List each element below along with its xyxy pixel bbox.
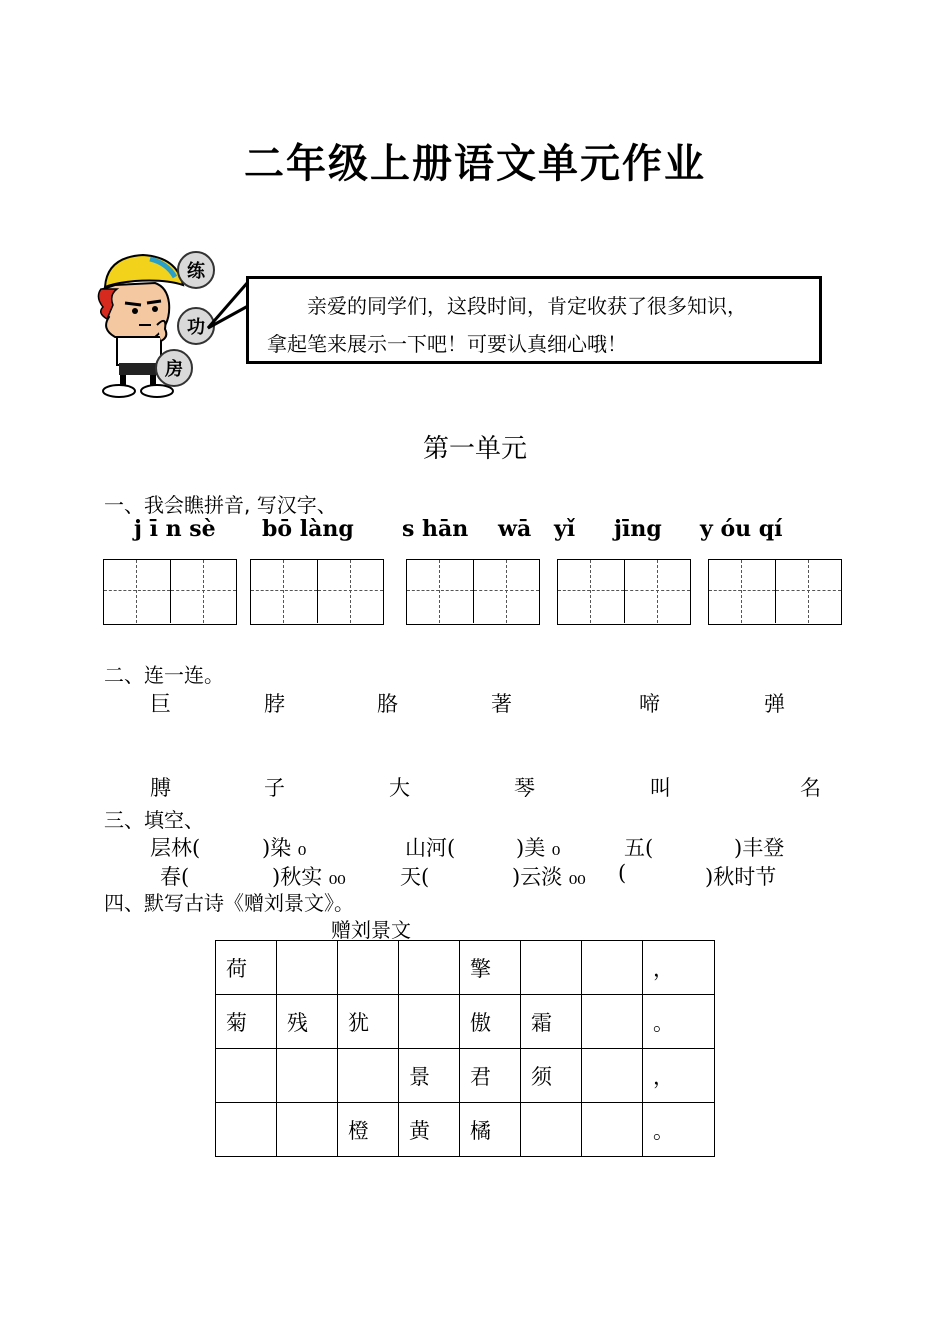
writing-grid-1[interactable]: [103, 559, 237, 625]
poem-cell[interactable]: 荷: [216, 941, 277, 995]
poem-cell[interactable]: [277, 1049, 338, 1103]
match-top-1[interactable]: 巨: [150, 692, 171, 716]
poem-cell[interactable]: [582, 1103, 643, 1157]
fill-2b: )美 ₀: [516, 836, 561, 860]
fill-2a: 山河(: [405, 836, 456, 860]
badge-fang: 房: [155, 349, 193, 387]
poem-cell: ，: [643, 1049, 715, 1103]
poem-cell[interactable]: [582, 941, 643, 995]
poem-cell[interactable]: [521, 1103, 582, 1157]
poem-cell[interactable]: [277, 941, 338, 995]
section2-heading: 二、连一连。: [104, 663, 224, 687]
poem-cell[interactable]: 霜: [521, 995, 582, 1049]
match-bottom-5[interactable]: 叫: [650, 776, 671, 800]
fill-1a: 层林(: [150, 836, 201, 860]
fill-5b: )云淡 ₀₀: [512, 865, 586, 889]
poem-title: 赠刘景文: [331, 918, 411, 942]
poem-cell[interactable]: [399, 941, 460, 995]
speech-bubble: [246, 276, 822, 364]
bubble-line-1: 亲爱的同学们，这段时间，肯定收获了很多知识，: [307, 294, 747, 318]
match-bottom-3[interactable]: 大: [389, 776, 410, 800]
poem-cell[interactable]: [582, 1049, 643, 1103]
section1-heading: 一、我会瞧拼音, 写汉字、: [104, 493, 337, 517]
fill-4b: )秋实 ₀₀: [272, 865, 346, 889]
match-top-3[interactable]: 胳: [377, 692, 398, 716]
fill-6b: )秋时节: [705, 865, 777, 889]
writing-grid-4[interactable]: [557, 559, 691, 625]
poem-cell[interactable]: [216, 1049, 277, 1103]
writing-grid-5[interactable]: [708, 559, 842, 625]
poem-cell[interactable]: 残: [277, 995, 338, 1049]
fill-6a: (: [618, 861, 627, 885]
match-bottom-4[interactable]: 琴: [514, 776, 535, 800]
match-bottom-6[interactable]: 名: [800, 776, 821, 800]
pinyin-4: wā: [498, 516, 532, 542]
poem-row-2: [216, 995, 715, 1049]
page-title: 二年级上册语文单元作业: [244, 140, 706, 187]
poem-cell[interactable]: 橙: [338, 1103, 399, 1157]
fill-3a: 五(: [624, 836, 654, 860]
unit-title: 第一单元: [422, 434, 527, 464]
match-top-2[interactable]: 脖: [264, 692, 285, 716]
poem-table: [215, 940, 715, 1157]
pinyin-1: j ī n sè: [134, 516, 216, 542]
writing-grid-3[interactable]: [406, 559, 540, 625]
poem-cell[interactable]: [521, 941, 582, 995]
fill-4a: 春(: [160, 865, 190, 889]
poem-cell: 。: [643, 995, 715, 1049]
bubble-line-2: 拿起笔来展示一下吧！可要认真细心哦！: [267, 332, 627, 356]
poem-cell: ，: [643, 941, 715, 995]
writing-grid-2[interactable]: [250, 559, 384, 625]
poem-cell[interactable]: 须: [521, 1049, 582, 1103]
poem-cell[interactable]: [582, 995, 643, 1049]
badge-gong: 功: [177, 307, 215, 345]
poem-cell: 。: [643, 1103, 715, 1157]
section3-heading: 三、填空、: [104, 808, 204, 832]
poem-cell[interactable]: 擎: [460, 941, 521, 995]
pinyin-5: yǐ: [554, 516, 576, 542]
match-top-5[interactable]: 啼: [639, 692, 660, 716]
fill-3b: )丰登: [734, 836, 785, 860]
fill-1b: )染 ₀: [262, 836, 307, 860]
match-bottom-1[interactable]: 膊: [150, 776, 171, 800]
poem-cell[interactable]: 景: [399, 1049, 460, 1103]
poem-row-1: [216, 941, 715, 995]
section4-heading: 四、默写古诗《赠刘景文》。: [104, 891, 354, 915]
pinyin-7: y óu qí: [700, 516, 783, 542]
poem-cell[interactable]: 橘: [460, 1103, 521, 1157]
poem-row-4: [216, 1103, 715, 1157]
poem-cell[interactable]: 君: [460, 1049, 521, 1103]
match-bottom-2[interactable]: 子: [264, 776, 285, 800]
poem-cell[interactable]: [277, 1103, 338, 1157]
poem-cell[interactable]: 犹: [338, 995, 399, 1049]
poem-row-3: [216, 1049, 715, 1103]
poem-cell[interactable]: [338, 941, 399, 995]
poem-cell[interactable]: 黄: [399, 1103, 460, 1157]
poem-cell[interactable]: 菊: [216, 995, 277, 1049]
poem-cell[interactable]: [216, 1103, 277, 1157]
pinyin-6: jīng: [614, 516, 662, 542]
speech-bubble-tail: [206, 278, 250, 330]
badge-lian: 练: [177, 251, 215, 289]
match-top-6[interactable]: 弹: [764, 692, 785, 716]
match-top-4[interactable]: 著: [491, 692, 512, 716]
poem-cell[interactable]: 傲: [460, 995, 521, 1049]
pinyin-2: bō làng: [262, 516, 354, 542]
pinyin-3: s hān: [402, 516, 469, 542]
poem-cell[interactable]: [338, 1049, 399, 1103]
poem-cell[interactable]: [399, 995, 460, 1049]
fill-5a: 天(: [400, 865, 430, 889]
